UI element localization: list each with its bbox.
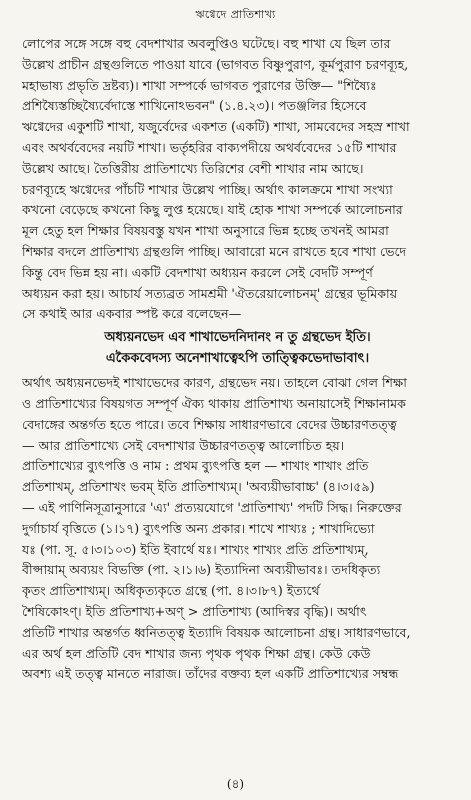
text-line: — আর প্রাতিশাখ্যে সেই বেদশাখার উচ্চারণতত্ত্ব আলোচিত হয়।: [22, 437, 345, 453]
text-line: দুর্গাচার্য বৃত্তিতে (১।১৭) ব্যুৎপত্তি অন্য প্রকার। শাখে শাখ্যঃ ; শাখাদিভ্যো: [22, 520, 375, 536]
text-line: লোপের সঙ্গে সঙ্গে বহু বেদশাখার অবলুপ্তিও ঘটেছে। বহু শাখা যে ছিল তার: [22, 36, 391, 51]
paragraph-2: [22, 373, 453, 456]
quote-line: অধ্যয়নভেদ এব শাখাভেদনিদানং ন তু গ্রন্থভেদ ইতি।: [104, 330, 371, 346]
text-line: অধ্যয়ন করা হয়। আচার্য সত্যব্রত সামশ্রমী 'ঐতরেয়ালোচনম্' গ্রন্থের ভূমিকায়: [22, 285, 398, 301]
text-line: প্রতিশাখম্, প্রতিশাখং ভবম্ ইতি প্রাতিশাখ্যম্। 'অব্যয়ীভাবাচ্চ' (৪।৩।৫৯): [22, 479, 375, 495]
text-line: — এই পাণিনিসূত্রানুসারে 'এ্য' প্রত্যয়যোগে 'প্রাতিশাখ্য' পদটি সিদ্ধ। নিরুক্তের: [22, 499, 402, 515]
paragraph-3: [22, 456, 453, 685]
sanskrit-quote: [22, 327, 453, 369]
text-line: এবং অথর্ববেদের নয়টি শাখা। ভর্তৃহরির বাক্যপদীয়ে অথর্ববেদের ১৫টি শাখার: [22, 139, 397, 155]
text-line: কখনো বেড়েছে কখনো কিছু লুপ্ত হয়েছে। যাই হোক শাখা সম্পর্কে আলোচনার: [22, 202, 403, 218]
quote-line: একৈকবেদস্য অনেশাখাত্বেঽপি তাত্ত্বিকভেদাভাবাৎ।: [105, 351, 370, 367]
text-line: যঃ (পা. সূ. ৫।৩।১০৩) ইতি ইবার্থে যঃ। শাখ্যং শাখ্যং প্রতি প্রতিশাখ্যম্,: [22, 541, 369, 557]
text-line: উল্লেখ প্রাচীন গ্রন্থগুলিতে পাওয়া যাবে (ভাগবত বিষ্ণুপুরাণ, কূর্মপুরাণ চরণব্যূহ,: [22, 56, 409, 72]
text-line: প্রশিষ্যৈস্তচ্ছিষ্যৈর্বেদাস্তে শাখিনোঽভবন" (১.৪.২৩)। পতঞ্জলির হিসেবে: [22, 98, 367, 114]
text-line: শিক্ষার বদলে প্রাতিশাখ্য গ্রন্থগুলি পাচ্ছি। আবারো মনে রাখতে হবে শাখা ভেদে: [22, 243, 407, 259]
text-line: এর অর্থ হল প্রতিটি বেদ শাখার জন্য পৃথক পৃথক শিক্ষা গ্রন্থ। কেউ কেউ: [22, 645, 371, 661]
text-line: প্রতিটি শাখার অন্তর্গত ধ্বনিতত্ত্ব ইত্যাদি বিষয়ক আলোচনা গ্রন্থ। সাধারণভাবে,: [22, 624, 411, 640]
text-line: বীপ্সায়াম্ অব্যয়ং বিভক্তি (পা. ২।১।৬) ইত্যাদিনা অব্যয়ীভাবঃ। তদধিকৃত্য: [22, 562, 381, 578]
paragraph-1: [22, 34, 453, 325]
text-line: উল্লেখ আছে। তৈত্তিরীয় প্রাতিশাখ্যে তিরিশের বেশী শাখার নাম আছে।: [22, 160, 364, 176]
text-line: প্রাতিশাখ্যের ব্যুৎপত্তি ও নাম : প্রথম ব্যুৎপত্তি হল — শাখাং শাখাং প্রতি: [22, 458, 369, 474]
text-line: শৈষিকোঽণ্। ইতি প্রতিশাখ্য+অণ্ > প্রাতিশাখ্য (আদিস্বর বৃদ্ধি)। অর্থাৎ: [22, 603, 367, 619]
text-line: বেদাঙ্গের অন্তর্গত হতে পারে। তবে শিক্ষায় সাধারণভাবে বেদের উচ্চারণতত্ত্ব: [22, 416, 397, 432]
text-line: কৃতং প্রাতিশাখ্যম্। অধিকৃত্যকৃতে গ্রন্থে (পা. ৪।৩।৮৭) ইত্যর্থে: [22, 583, 320, 599]
text-line: কিন্তু বেদ ভিন্ন হয় না। একটি বেদশাখা অধ্যয়ন করলে সেই বেদটি সম্পূর্ণ: [22, 264, 373, 280]
text-line: মূল হেতু হল শিক্ষার বিষয়বস্তু যখন শাখা অনুসারে ভিন্ন হচ্ছে তখনই আমরা: [22, 223, 389, 239]
text-line: অর্থাৎ অধ্যয়নভেদই শাখাভেদের কারণ, গ্রন্থভেদ নয়। তাহলে বোঝা গেল শিক্ষা: [22, 375, 407, 391]
text-line: অবশ্য এই তত্ত্ব মানতে নারাজ। তাঁদের বক্তব্য হল একটি প্রাতিশাখ্যের সম্বন্ধ: [22, 666, 399, 682]
text-line: ও প্রাতিশাখ্যের বিষয়গত সম্পূর্ণ ঐক্য থাকায় প্রাতিশাখ্য অনায়াসেই শিক্ষানামক: [22, 395, 406, 411]
page-number: (৪): [226, 777, 245, 791]
text-line: সে কথাই আর একবার স্পষ্ট করে বলেছেন—: [22, 306, 242, 322]
text-line: চরণব্যূহে ঋগ্বেদের পাঁচটি শাখার উল্লেখ পাচ্ছি। অর্থাৎ কালক্রমে শাখা সংখ্যা: [22, 181, 393, 197]
text-line: মহাভাষ্য প্রভৃতি দ্রষ্টব্য)। শাখা সম্পর্কে ভাগবত পুরাণের উক্তি— "শিষ্যৈঃ: [22, 77, 377, 93]
body-text: [22, 34, 453, 685]
running-header: ঋগ্বেদে প্রাতিশাখ্য: [195, 8, 276, 21]
text-line: ঋগ্বেদের একুশটি শাখা, যজুর্বেদের একশত (একটি) শাখা, সামবেদের সহস্র শাখা: [22, 119, 410, 135]
